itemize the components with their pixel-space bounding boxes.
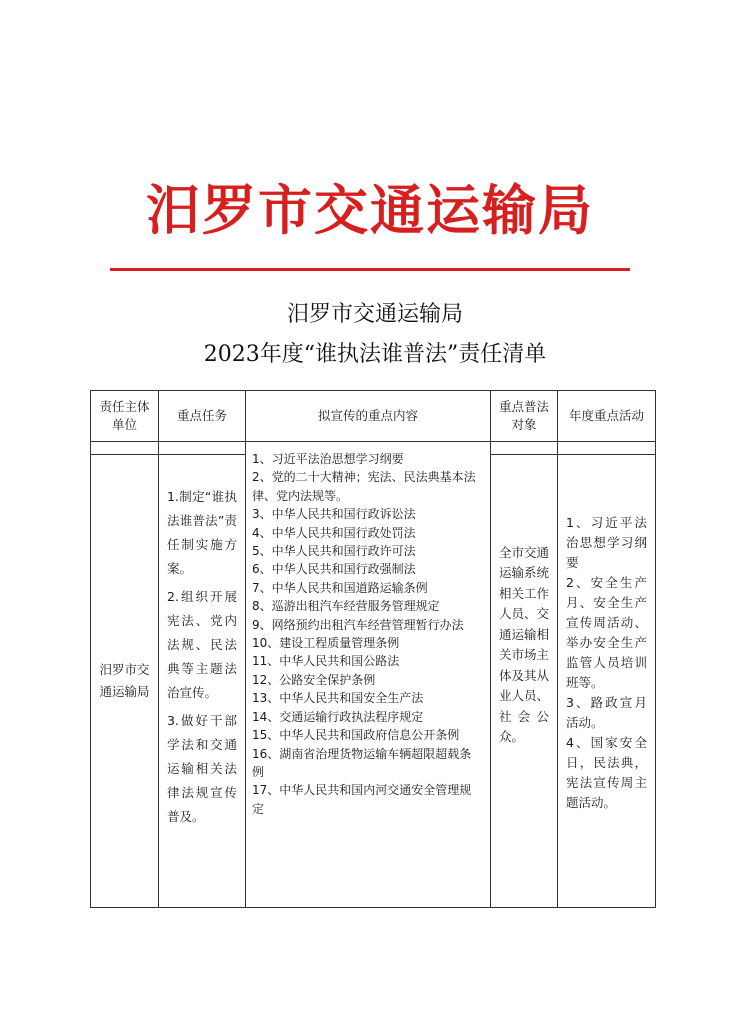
spacer-cell bbox=[246, 442, 491, 908]
content-item: 8、巡游出租汽车经营服务管理规定 bbox=[252, 599, 440, 614]
table-header-row bbox=[91, 391, 656, 442]
content-item: 16、湖南省治理货物运输车辆超限超载条例 bbox=[252, 746, 472, 779]
spacer-cell bbox=[558, 442, 656, 455]
header-content: 拟宣传的重点内容 bbox=[246, 391, 491, 442]
document-title-line2: 2023年度“谁执法谁普法”责任清单 bbox=[203, 342, 547, 367]
spacer-cell bbox=[159, 442, 246, 455]
content-item: 17、中华人民共和国内河交通安全管理规定 bbox=[252, 783, 472, 816]
header-activities: 年度重点活动 bbox=[558, 391, 656, 442]
task-item: 2.组织开展宪法、党内法规、民法典等主题法治宣传。 bbox=[167, 589, 237, 700]
target-text: 全市交通运输系统相关工作人员、交通运输相关市场主体及其从业人员、社会公众。 bbox=[499, 544, 550, 744]
header-target: 重点普法对象 bbox=[491, 391, 558, 442]
task-item: 3.做好干部学法和交通运输相关法律法规宣传普及。 bbox=[167, 713, 237, 824]
activity-item: 4、国家安全日，民法典，宪法宣传周主题活动。 bbox=[566, 735, 647, 810]
content-item: 15、中华人民共和国政府信息公开条例 bbox=[252, 728, 460, 743]
masthead-divider bbox=[110, 268, 630, 271]
content-item: 3、中华人民共和国行政诉讼法 bbox=[252, 507, 416, 522]
content-item: 10、建设工程质量管理条例 bbox=[252, 636, 400, 651]
table-spacer-row bbox=[91, 442, 656, 455]
spacer-cell bbox=[91, 442, 159, 455]
content-item: 4、中华人民共和国行政处罚法 bbox=[252, 525, 416, 540]
spacer-cell bbox=[491, 442, 558, 455]
tasks-cell bbox=[159, 455, 246, 908]
activity-item: 2、安全生产月、安全生产宣传周活动、举办安全生产监管人员培训班等。 bbox=[566, 575, 647, 690]
content-item: 2、党的二十大精神；宪法、民法典基本法律、党内法规等。 bbox=[252, 470, 476, 503]
header-tasks: 重点任务 bbox=[159, 391, 246, 442]
target-cell bbox=[491, 455, 558, 908]
masthead-title: 汨罗市交通运输局 bbox=[146, 178, 594, 242]
content-item: 6、中华人民共和国行政强制法 bbox=[252, 562, 416, 577]
content-item: 14、交通运输行政执法程序规定 bbox=[252, 709, 424, 724]
content-item: 13、中华人民共和国安全生产法 bbox=[252, 691, 424, 706]
content-item: 9、网络预约出租汽车经营管理暂行办法 bbox=[252, 617, 464, 632]
document-title-line1: 汨罗市交通运输局 bbox=[286, 302, 463, 327]
content-item: 1、习近平法治思想学习纲要 bbox=[252, 452, 404, 466]
unit-cell: 汨罗市交通运输局 bbox=[91, 455, 159, 908]
activity-item: 1、习近平法治思想学习纲要 bbox=[566, 515, 647, 570]
content-item: 5、中华人民共和国行政许可法 bbox=[252, 544, 416, 559]
header-unit: 责任主体单位 bbox=[91, 391, 159, 442]
content-item: 7、中华人民共和国道路运输条例 bbox=[252, 580, 428, 595]
content-item: 12、公路安全保护条例 bbox=[252, 672, 376, 687]
activities-cell bbox=[558, 455, 656, 908]
responsibility-table bbox=[90, 390, 656, 908]
content-list bbox=[252, 442, 482, 818]
content-item: 11、中华人民共和国公路法 bbox=[252, 654, 400, 669]
activity-item: 3、路政宣月活动。 bbox=[566, 695, 647, 730]
task-item: 1.制定“谁执法谁普法”责任制实施方案。 bbox=[167, 489, 237, 576]
